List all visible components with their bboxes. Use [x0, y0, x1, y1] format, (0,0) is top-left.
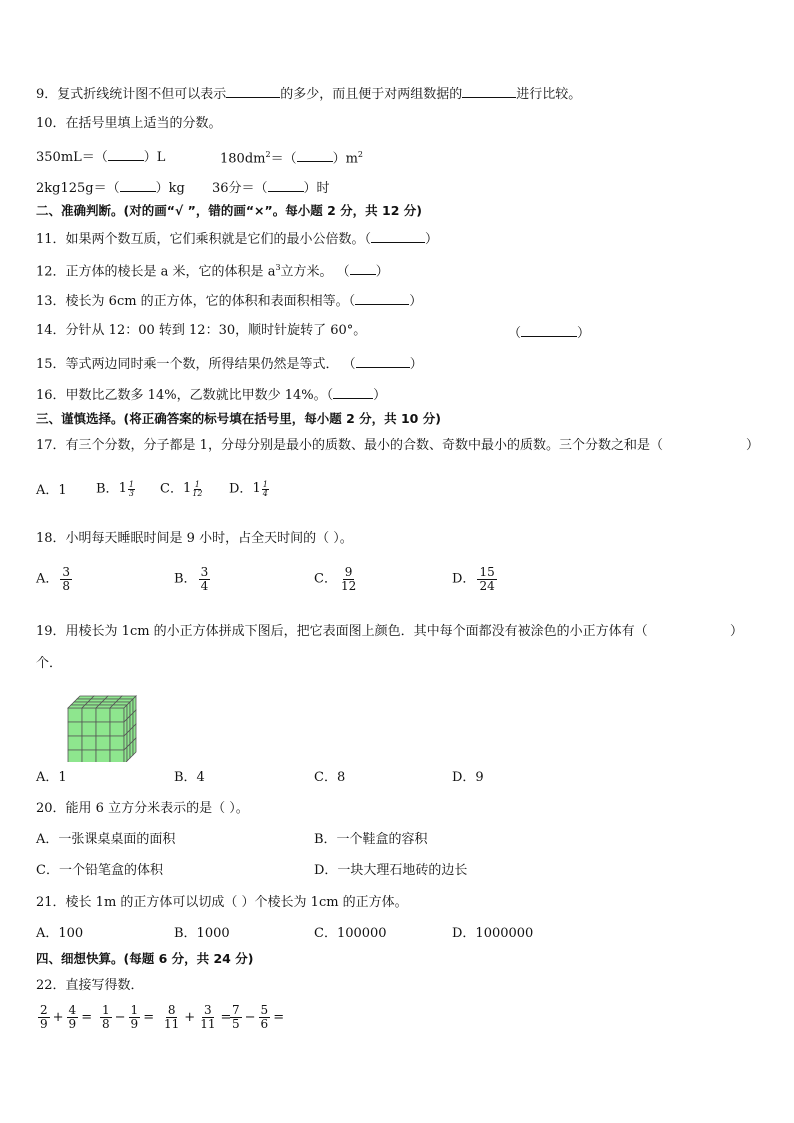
q18-option-b-label: B．: [174, 571, 197, 587]
cube-front-cell: [82, 750, 96, 762]
q17-option-c-num: 1: [194, 479, 200, 489]
cube-right-cell: [130, 741, 133, 758]
q17-option-b-num: 1: [128, 479, 134, 489]
q15-answer[interactable]: [356, 353, 410, 368]
q20-option-d[interactable]: D．一块大理石地砖的边长: [314, 863, 468, 878]
q12-text-a: 12．正方体的棱长是 a 米，它的体积是 a: [36, 264, 276, 280]
q19-stem-end: ）: [730, 624, 744, 639]
q17-stem: 17．有三个分数，分子都是 1，分母分别是最小的质数、最小的合数、奇数中最小的质数。三个分数之和是（: [36, 438, 663, 453]
cube-front-cell: [96, 708, 110, 722]
cube-front-cell: [82, 736, 96, 750]
q19-option-c[interactable]: C．8: [314, 770, 346, 785]
q17-option-d-whole: 1: [252, 481, 261, 496]
q12-sup: 3: [275, 263, 281, 272]
question-9: [36, 83, 581, 104]
section-4-heading: 四、细想快算。(每题 6 分，共 24 分): [36, 951, 254, 966]
cube-front-cell: [68, 736, 82, 750]
q20-option-b[interactable]: B．一个鞋盒的容积: [314, 832, 428, 847]
cube-front-cell: [110, 708, 124, 722]
q22-expr-1: [36, 1004, 93, 1030]
q10-blank-4[interactable]: [268, 177, 304, 192]
q15-text: 15．等式两边同时乘一个数，所得结果仍然是等式． （: [36, 357, 356, 372]
q10-blank-3[interactable]: [120, 177, 156, 192]
q22-e2-n1: 1: [102, 1003, 110, 1017]
q9-blank-2[interactable]: [462, 83, 516, 98]
q17-option-d-value: [252, 480, 268, 498]
question-10: [36, 115, 222, 133]
q20-option-a[interactable]: A．一张课桌桌面的面积: [36, 832, 176, 847]
cube-right-cell: [133, 738, 136, 755]
q17-option-b-frac: [128, 481, 135, 498]
q22-e3-op: +: [184, 1009, 196, 1025]
q18-option-b-frac: [199, 566, 211, 592]
q17-option-c-whole: 1: [182, 481, 192, 496]
q17-option-c-frac: [192, 481, 202, 498]
q22-e2-n2: 1: [130, 1003, 139, 1017]
q11-end: ）: [425, 232, 439, 247]
q22-e3-n1: 8: [167, 1003, 176, 1017]
q17-stem-end: ）: [746, 438, 760, 453]
q18-option-c-label: C．: [314, 571, 337, 587]
q16-text: 16．甲数比乙数多 14%，乙数就比甲数少 14%。（: [36, 388, 334, 403]
q19-option-d[interactable]: D．9: [452, 770, 484, 785]
question-21: 21．棱长 1m 的正方体可以切成（ ）个棱长为 1cm 的正方体。: [36, 895, 408, 910]
q22-e4-eq: =: [273, 1009, 285, 1025]
q17-option-c[interactable]: [160, 480, 202, 499]
q22-e2-eq: =: [143, 1009, 155, 1025]
question-14: [36, 322, 366, 340]
q22-expr-4: [228, 1004, 285, 1030]
q17-option-d-num: 1: [262, 479, 268, 489]
q22-e3-d1: 11: [164, 1016, 180, 1031]
q10-stem: 10．在括号里填上适当的分数。: [36, 116, 222, 131]
cube-front-cell: [82, 722, 96, 736]
q21-option-c[interactable]: C．100000: [314, 926, 387, 941]
q18-option-d[interactable]: [452, 566, 499, 592]
q22-e3-d2: 11: [200, 1016, 216, 1031]
q22-e3-n2: 3: [204, 1003, 212, 1017]
q16-answer[interactable]: [333, 384, 373, 399]
q11-answer[interactable]: [371, 228, 425, 243]
q19-stem-continued: 个．: [36, 656, 63, 671]
q10-blank-1[interactable]: [108, 146, 144, 161]
q10-item-1-left: 350mL＝（: [36, 150, 108, 165]
q18-option-c-num: 9: [344, 565, 353, 579]
q10-item-4: [212, 177, 330, 198]
q22-e2-d2: 9: [130, 1016, 139, 1031]
cube-front-cell: [96, 722, 110, 736]
q18-option-c-den: 12: [340, 578, 357, 593]
q14-end: ）: [577, 326, 591, 341]
q13-text: 13．棱长为 6cm 的正方体，它的体积和表面积相等。（: [36, 294, 356, 309]
cube-front-cell: [110, 750, 124, 762]
q9-text-b: 的多少，而且便于对两组数据的: [280, 87, 463, 102]
question-17: [36, 437, 663, 455]
cube-front-cell: [82, 708, 96, 722]
q14-paren-left: （: [508, 326, 522, 341]
q21-option-d[interactable]: D．1000000: [452, 926, 534, 941]
q10-item-2-right: ）m: [332, 151, 358, 167]
question-22: 22．直接写得数．: [36, 978, 144, 993]
q22-e4-n2: 5: [260, 1003, 269, 1017]
q18-option-d-label: D．: [452, 571, 476, 587]
q22-e1-d1: 9: [40, 1016, 48, 1031]
q22-e2-d1: 8: [102, 1016, 110, 1031]
question-18: 18．小明每天睡眠时间是 9 小时，占全天时间的（ ）。: [36, 531, 353, 546]
question-15: [36, 353, 423, 374]
q22-e1-d2: 9: [68, 1016, 77, 1031]
question-11: [36, 228, 438, 249]
q20-option-c[interactable]: C．一个铅笔盒的体积: [36, 863, 163, 878]
question-13: [36, 290, 422, 311]
q17-option-b-label: B．: [96, 481, 119, 497]
q17-option-a[interactable]: A．1: [36, 483, 67, 498]
question-20: 20．能用 6 立方分米表示的是（ ）。: [36, 801, 249, 816]
q9-text-c: 进行比较。: [516, 87, 582, 102]
q10-item-3-right: ）kg: [155, 181, 185, 196]
cube-front-cell: [96, 750, 110, 762]
q14-answer[interactable]: [521, 322, 577, 337]
cube-figure: [66, 694, 138, 762]
q17-option-c-value: [183, 480, 202, 498]
section-2-heading: 二、准确判断。(对的画“√ ”，错的画“×”。每小题 2 分，共 12 分): [36, 203, 422, 218]
q18-option-a-num: 3: [62, 565, 71, 579]
q17-option-b-value: [119, 480, 135, 498]
section-3-heading: 三、谨慎选择。(将正确答案的标号填在括号里，每小题 2 分，共 10 分): [36, 411, 441, 426]
q18-option-a-den: 8: [62, 578, 71, 593]
q17-option-b-whole: 1: [118, 481, 127, 496]
q10-item-2: [220, 146, 363, 168]
q22-e1-op: +: [52, 1009, 64, 1025]
q18-option-d-num: 15: [479, 565, 495, 579]
q22-expr-3: [160, 1004, 232, 1030]
q17-option-c-label: C．: [160, 481, 183, 497]
q17-option-b[interactable]: [96, 480, 135, 499]
q16-end: ）: [373, 388, 387, 403]
q18-option-a-label: A．: [36, 571, 59, 587]
q10-item-1: [36, 146, 165, 167]
q22-e4-op: −: [244, 1009, 256, 1025]
q14-paren: [508, 322, 590, 343]
q12-answer[interactable]: [350, 260, 376, 275]
q10-item-2-left: 180dm: [220, 151, 266, 167]
q13-end: ）: [409, 294, 423, 309]
q10-item-4-right: ）时: [303, 181, 330, 196]
q22-e1-n2: 4: [68, 1003, 77, 1017]
q14-text: 14．分针从 12：00 转到 12：30，顺时针旋转了 60°。: [36, 323, 367, 338]
q17-option-c-den: 12: [192, 488, 203, 498]
q18-option-a[interactable]: [36, 566, 74, 592]
q19-option-b[interactable]: B．4: [174, 770, 205, 785]
q22-e3-eq: =: [220, 1009, 232, 1025]
cube-front-cell: [68, 708, 82, 722]
q18-option-c-frac: [339, 566, 358, 592]
q22-e4-d2: 6: [260, 1016, 269, 1031]
q18-option-a-frac: [60, 566, 72, 592]
q22-e1-eq: =: [81, 1009, 93, 1025]
cube-front-cell: [68, 750, 82, 762]
q18-option-c[interactable]: [314, 566, 360, 592]
q10-item-2-sup: 2: [265, 150, 271, 159]
q10-item-2-mid: ＝（: [270, 151, 297, 167]
cube-front-cell: [96, 736, 110, 750]
question-19: 19．用棱长为 1cm 的小正方体拼成下图后，把它表面图上颜色．其中每个面都没有被涂色的小正方体有（: [36, 624, 648, 639]
q21-option-a[interactable]: A．100: [36, 926, 84, 941]
q13-answer[interactable]: [355, 290, 409, 305]
cube-front-cell: [110, 722, 124, 736]
q22-e4-n1: 7: [232, 1003, 240, 1017]
q22-expr-2: [98, 1004, 155, 1030]
q21-option-b[interactable]: B．1000: [174, 926, 230, 941]
q17-option-d[interactable]: [229, 480, 269, 499]
q10-item-1-right: ）L: [143, 150, 166, 165]
q10-item-2-sup2: 2: [357, 150, 363, 159]
q18-option-b-num: 3: [200, 565, 209, 579]
q10-blank-2[interactable]: [297, 147, 333, 162]
q19-option-a[interactable]: A．1: [36, 770, 67, 785]
q18-option-b-den: 4: [200, 578, 209, 593]
q10-item-3: [36, 177, 185, 198]
q22-e2-op: −: [114, 1009, 126, 1025]
q12-text-b: 立方米。 （: [280, 264, 350, 280]
q18-option-b[interactable]: [174, 566, 212, 592]
q18-option-d-den: 24: [479, 578, 495, 593]
question-16: [36, 384, 386, 405]
q12-end: ）: [375, 264, 389, 280]
cube-front-cell: [68, 722, 82, 736]
q10-item-4-left: 36分＝（: [212, 181, 268, 196]
question-12: [36, 259, 389, 281]
cube-right-cell: [127, 744, 130, 761]
q15-end: ）: [409, 357, 423, 372]
q22-e4-d1: 5: [232, 1016, 240, 1031]
q17-option-d-frac: [262, 481, 269, 498]
q17-option-d-den: 4: [262, 488, 268, 498]
q10-item-3-left: 2kg125g＝（: [36, 181, 120, 196]
q18-option-d-frac: [477, 566, 496, 592]
q11-text: 11．如果两个数互质，它们乘积就是它们的最小公倍数。（: [36, 232, 372, 247]
q17-option-d-label: D．: [229, 481, 253, 497]
q9-text-a: 9．复式折线统计图不但可以表示: [36, 87, 227, 102]
cube-front-cell: [110, 736, 124, 750]
cube-right-cell: [124, 747, 127, 762]
q17-option-b-den: 3: [128, 488, 134, 498]
q9-blank-1[interactable]: [226, 83, 280, 98]
q22-e1-n1: 2: [40, 1003, 48, 1017]
